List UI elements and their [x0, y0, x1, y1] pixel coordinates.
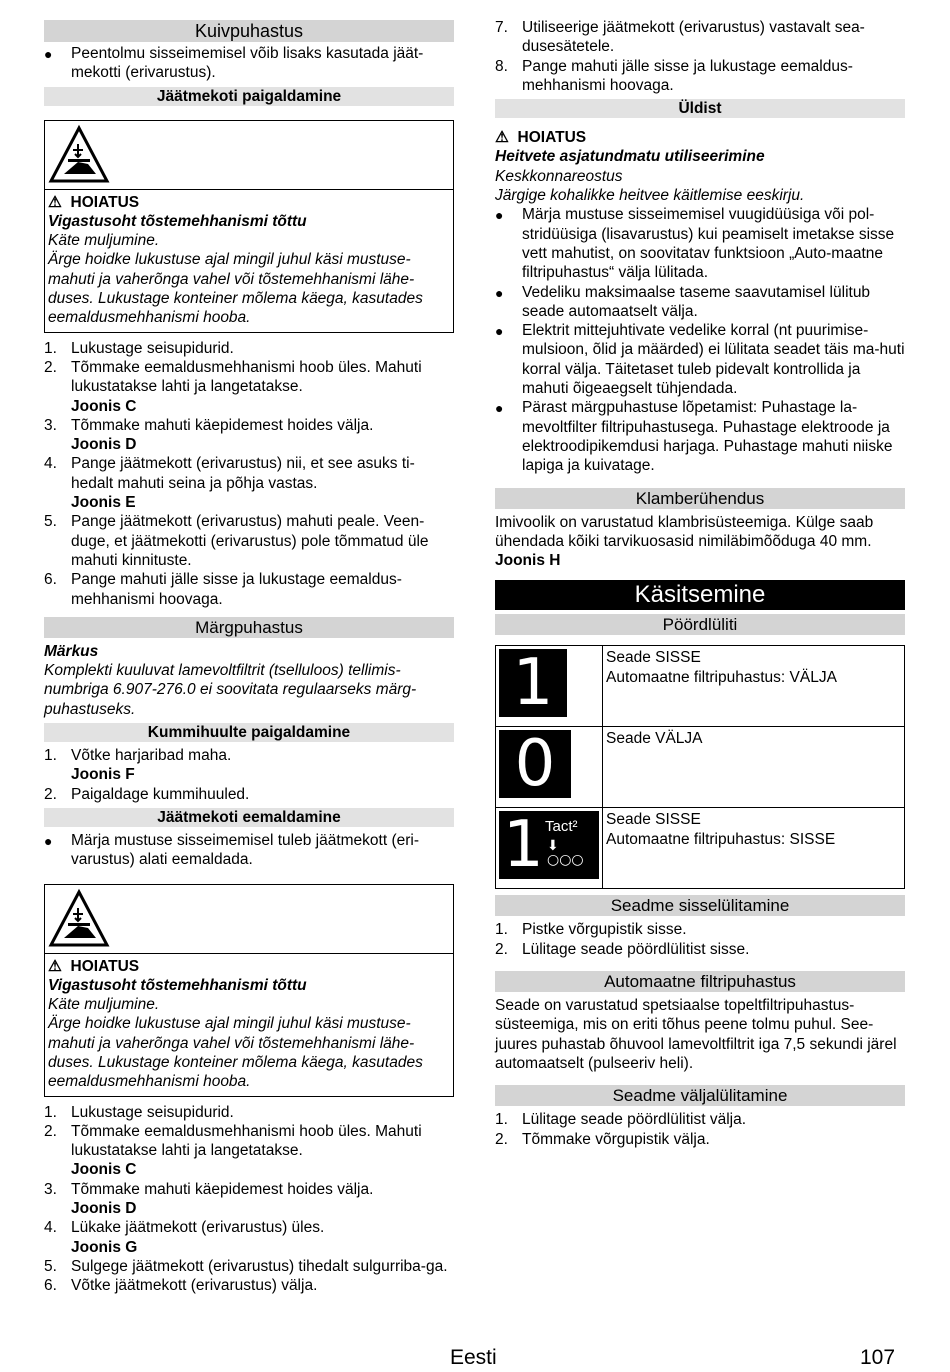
list-item: 7. Utiliseerige jäätmekott (erivarustus) vastavalt sea-dusesätetele. [495, 19, 865, 56]
list-item: 8. Pange mahuti jälle sisse ja lukustage eemaldus-mehhanismi hoovaga. [495, 57, 853, 94]
warning-body: Ärge hoidke lukustuse ajal mingil juhul käsi mustuse-mahuti ja vaherõnga vahel või tõstemehhanismi lähe-duses. Lukustage konteiner mõlema käega, kasutades eemaldusmehhanismi hooba. [48, 1015, 423, 1091]
warning-line: Käte muljumine. [48, 996, 160, 1014]
cell-text: Automaatne filtripuhastus: SISSE [606, 830, 836, 848]
hand-crush-warning-icon [45, 885, 453, 954]
tact-label: Tact² [545, 818, 578, 836]
figure-ref: Joonis G [71, 1238, 138, 1256]
paragraph: Seade on varustatud spetsiaalse topeltfiltripuhastus-süsteemiga, mis on eriti tõhus peene tolmu puhul. See-juures puhastab õhuvool lamevoltfiltrit iga 7,5 sekundi järel automaatselt (pulseeriv heli). [495, 997, 897, 1072]
bullet-icon: ● [44, 46, 53, 62]
switch-position-1-tact-icon: 1 Tact² ⬇ ○○○ [499, 811, 599, 879]
cell-text: Seade SISSE [606, 811, 701, 829]
steps-list [44, 1103, 454, 1296]
cell-text: Automaatne filtripuhastus: VÄLJA [606, 668, 837, 686]
list-item: ● Pärast märgpuhastuse lõpetamist: Puhastage la-mevoltfilter filtripuhastusega. Puhastage elektroode ja elektroodipikemdusi harjaga. Puhastage mahuti niiske lapiga ja kuivatage. [495, 399, 893, 475]
list-item: 1. Lülitage seade pöördlülitist välja. [495, 1111, 747, 1129]
switch-table [495, 645, 905, 889]
section-title-margpuhastus: Märgpuhastus [44, 617, 454, 638]
figure-ref: Joonis E [71, 494, 136, 512]
steps-list [44, 339, 454, 609]
list-item: 2. Paigaldage kummihuuled. [44, 785, 250, 803]
list-item: 4. Pange jäätmekott (erivarustus) nii, et see asuks ti-hedalt mahuti seina ja põhja vastas. Joonis E [44, 454, 454, 512]
warning-body: Ärge hoidke lukustuse ajal mingil juhul käsi mustuse-mahuti ja vaherõnga vahel või tõstemehhanismi lähe-duses. Lukustage konteiner mõlema käega, kasutades eemaldusmehhanismi hooba. [48, 251, 423, 327]
warning-heading: Vigastusoht tõstemehhanismi tõttu [48, 976, 307, 994]
warning-triangle-icon: ⚠ [48, 957, 62, 975]
list-item: ● Elektrit mittejuhtivate vedelike korral (nt puurimise-mulsioon, õlid ja määrded) ei lülitata seadet täis ma-huti korral välja. Täitetaset tuleb pidevalt kontrollida ja mahuti õigeaegselt tühjendada. [495, 322, 905, 398]
list-item: 1. Lukustage seisupidurid. [44, 1103, 234, 1121]
list-item: 2. Lülitage seade pöördlülitist sisse. [495, 940, 750, 958]
page-number: 107 [860, 1346, 896, 1369]
warning-line: Käte muljumine. [48, 232, 160, 250]
bullet-text: Peentolmu sisseimemisel võib lisaks kasutada jäät-mekotti (erivarustus). [71, 45, 424, 82]
note-label: Märkus [44, 642, 99, 660]
warning-line: Keskkonnareostus [495, 167, 623, 185]
figure-ref: Joonis H [495, 552, 561, 570]
table-row [496, 727, 905, 808]
figure-ref: Joonis F [71, 766, 135, 784]
figure-ref: Joonis D [71, 436, 137, 454]
list-item: 6. Võtke jäätmekott (erivarustus) välja. [44, 1277, 318, 1295]
list-item: 1. Võtke harjaribad maha. Joonis F [44, 746, 454, 785]
list-item [44, 44, 454, 83]
warning-label: ⚠ HOIATUS [495, 129, 587, 147]
list-item: 3. Tõmmake mahuti käepidemest hoides välja. Joonis D [44, 1180, 454, 1219]
filter-clean-icon: ⬇ ○○○ [547, 838, 584, 869]
hand-crush-warning-icon [45, 121, 453, 190]
list-item: 4. Lükake jäätmekott (erivarustus) üles. Joonis G [44, 1218, 454, 1257]
section-title-valjalulitamine: Seadme väljalülitamine [495, 1085, 905, 1106]
bullet-icon: ● [495, 400, 504, 417]
switch-position-1-icon: 1 [499, 649, 567, 717]
cell-text: Seade SISSE [606, 649, 701, 667]
bullet-icon: ● [495, 284, 504, 301]
subsection-title-eemaldamine: Jäätmekoti eemaldamine [44, 808, 454, 827]
bullet-icon: ● [495, 323, 504, 340]
list-item: 1. Pistke võrgupistik sisse. [495, 921, 687, 939]
left-column [44, 18, 454, 1296]
chapter-title-kasitsemine: Käsitsemine [495, 580, 905, 610]
bullet-icon: ● [44, 832, 53, 849]
section-title-kuivpuhastus: Kuivpuhastus [44, 20, 454, 42]
list-item: 2. Tõmmake eemaldusmehhanismi hoob üles. Mahuti lukustatakse lahti ja langetatakse. Joonis C [44, 358, 454, 416]
warning-triangle-icon: ⚠ [48, 193, 62, 211]
warning-heading: Heitvete asjatundmatu utiliseerimine [495, 148, 765, 166]
figure-ref: Joonis C [71, 1161, 137, 1179]
subsection-title-yldist: Üldist [495, 99, 905, 118]
figure-ref: Joonis C [71, 397, 137, 415]
warning-box [44, 884, 454, 1097]
switch-position-0-icon: 0 [499, 730, 571, 798]
list-item: 1. Lukustage seisupidurid. [44, 339, 234, 357]
list-item: 5. Sulgege jäätmekott (erivarustus) tihedalt sulgurriba-ga. [44, 1257, 448, 1275]
footer-language: Eesti [450, 1346, 497, 1369]
list-item: ● Vedeliku maksimaalse taseme saavutamisel lülitub seade automaatselt välja. [495, 283, 871, 320]
list-item: 6. Pange mahuti jälle sisse ja lukustage eemaldus-mehhanismi hoovaga. [44, 571, 402, 608]
section-title-poordluliti: Pöördlüliti [495, 614, 905, 635]
paragraph: Imivoolik on varustatud klambrisüsteemiga. Külge saab ühendada kõiki tarvikuosasid nimiläbimõõduga 40 mm. [495, 513, 874, 550]
warning-label: ⚠ HOIATUS [48, 193, 140, 211]
section-title-sisselulitamine: Seadme sisselülitamine [495, 895, 905, 916]
warning-label: ⚠ HOIATUS [48, 957, 140, 975]
bullet-icon: ● [495, 207, 504, 224]
warning-box [44, 120, 454, 333]
list-item: 3. Tõmmake mahuti käepidemest hoides välja. Joonis D [44, 416, 454, 455]
list-item: 2. Tõmmake võrgupistik välja. [495, 1130, 710, 1148]
section-title-filtripuhastus: Automaatne filtripuhastus [495, 971, 905, 992]
subsection-title-kummihuuled: Kummihuulte paigaldamine [44, 723, 454, 742]
section-title-klamberuhendus: Klamberühendus [495, 488, 905, 509]
list-item: 2. Tõmmake eemaldusmehhanismi hoob üles. Mahuti lukustatakse lahti ja langetatakse. Joonis C [44, 1122, 454, 1180]
warning-line: Järgige kohalikke heitvee käitlemise eeskirju. [495, 187, 805, 205]
list-item: ● Märja mustuse sisseimemisel vuugidüüsiga või pol-stridüüsiga (lisavarustus) kui peamiselt imetakse sisse vett mahutist, on soovitatav funktsioon „Auto-maatne filtripuhastus“ välja lülitada. [495, 206, 895, 282]
list-item: 5. Pange jäätmekott (erivarustus) mahuti peale. Veen-duge, et jäätmekotti (erivarustus) pole tõmmatud üle mahuti kinnituste. [44, 513, 429, 569]
table-row [496, 646, 905, 727]
list-item: ● Märja mustuse sisseimemisel tuleb jäätmekott (eri-varustus) alati eemaldada. [44, 831, 419, 869]
subsection-title-paigaldamine: Jäätmekoti paigaldamine [44, 87, 454, 106]
table-row [496, 808, 905, 889]
cell-text: Seade VÄLJA [606, 730, 703, 748]
warning-heading: Vigastusoht tõstemehhanismi tõttu [48, 212, 307, 230]
note-text: Komplekti kuuluvat lamevoltfiltrit (tselluloos) tellimis-numbriga 6.907-276.0 ei soovitata regulaarseks märg-puhastuseks. [44, 662, 417, 718]
right-column [495, 18, 905, 1149]
warning-triangle-icon: ⚠ [495, 129, 509, 147]
figure-ref: Joonis D [71, 1200, 137, 1218]
